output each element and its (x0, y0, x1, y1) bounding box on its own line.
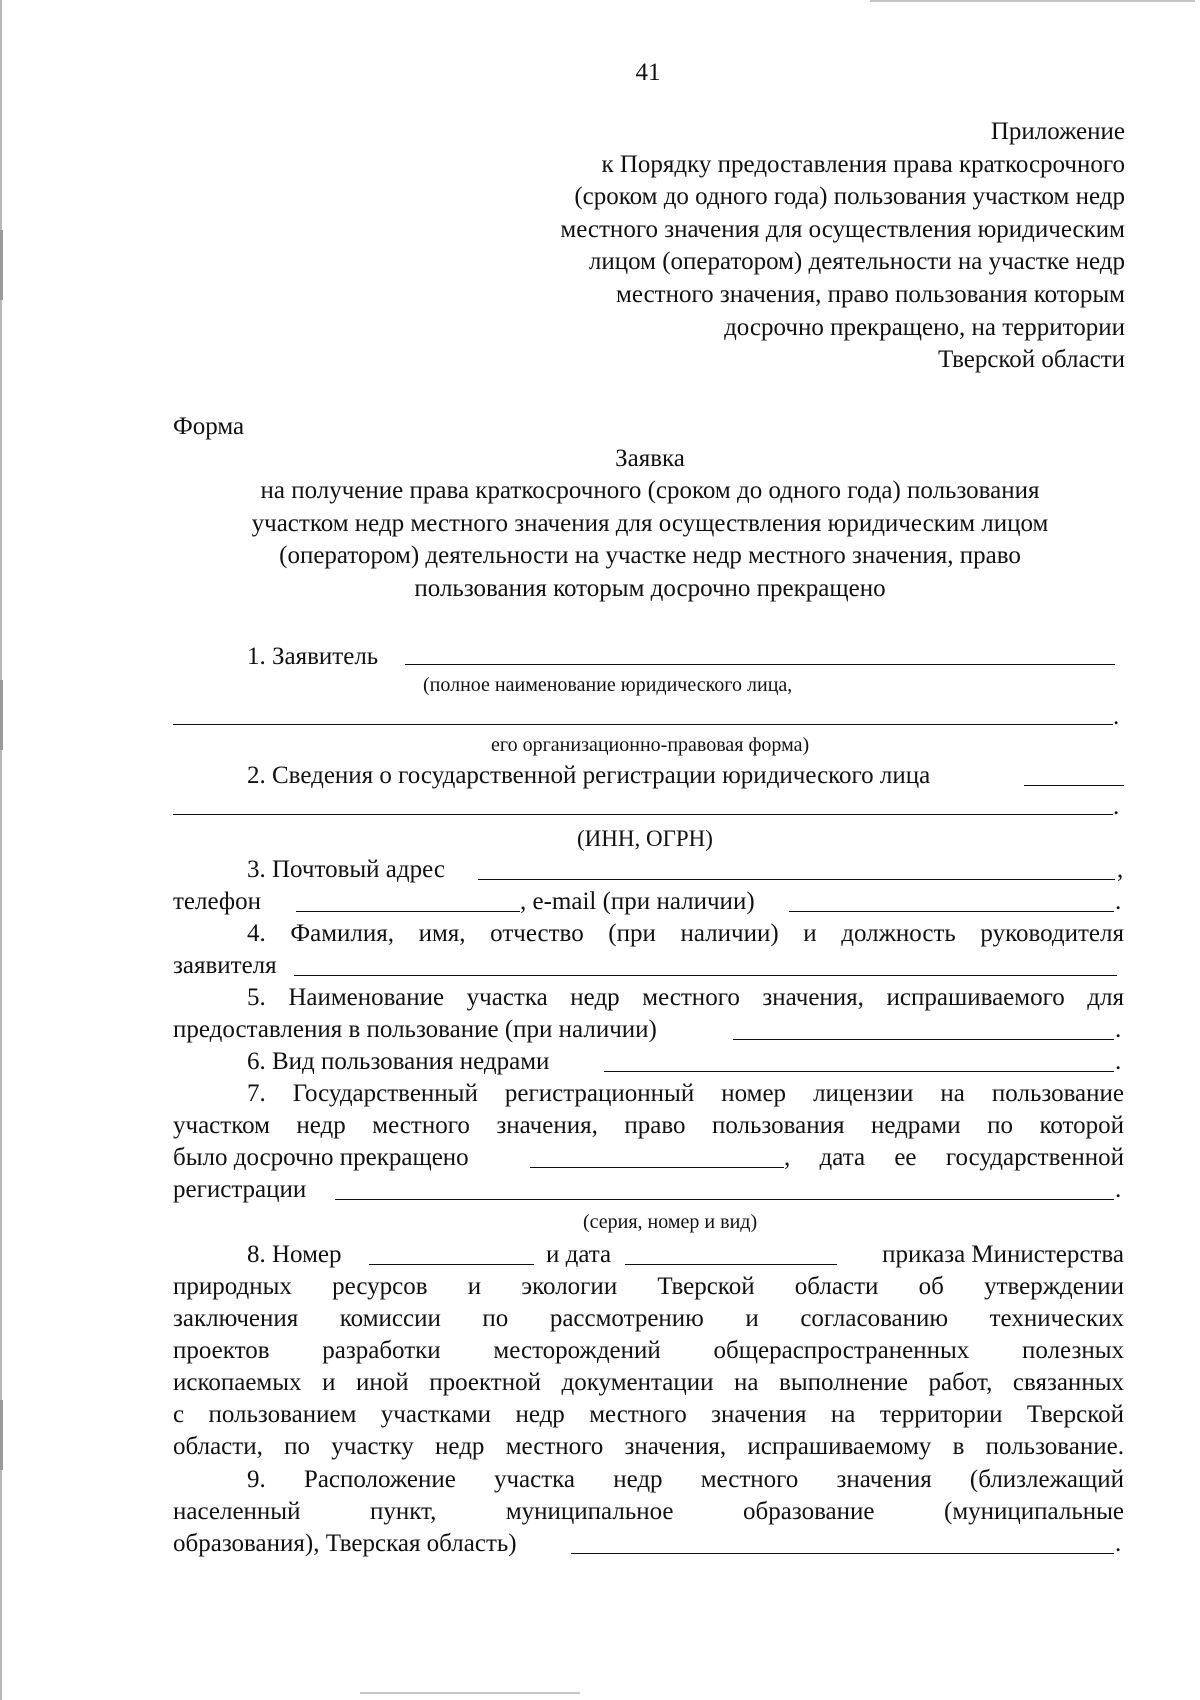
license-line-2: участком недр местного значения, право пользования недрами по которой (173, 1112, 1124, 1139)
address-comma: , (1117, 856, 1124, 883)
order-ministry-label: приказа Министерства (882, 1241, 1124, 1268)
title-line: (оператором) деятельности на участке недр местного значения, право (279, 542, 1021, 570)
address-field[interactable] (478, 879, 1115, 880)
appendix-line: досрочно прекращено, на территории (724, 313, 1125, 341)
location-line-3: образования), Тверская область) (173, 1530, 517, 1557)
license-number-field[interactable] (530, 1167, 784, 1168)
order-date-field[interactable] (625, 1264, 837, 1265)
site-name-field[interactable] (733, 1039, 1114, 1040)
registration-end-dot: . (1113, 793, 1120, 820)
scan-bottom-edge (360, 1692, 580, 1694)
order-line: заключения комиссии по рассмотрению и согласованию технических (173, 1305, 1124, 1332)
site-name-line-2: предоставления в пользование (при наличии) (173, 1016, 657, 1043)
license-registration-label: регистрации (173, 1176, 307, 1203)
registration-label: 2. Сведения о государственной регистрации юридического лица (247, 762, 931, 789)
scan-top-edge (870, 0, 1195, 2)
appendix-line: к Порядку предоставления права краткосрочного (601, 150, 1125, 178)
email-end-dot: . (1115, 888, 1122, 915)
address-label: 3. Почтовый адрес (247, 856, 445, 883)
director-field[interactable] (294, 975, 1117, 976)
appendix-line: местного значения, право пользования которым (616, 280, 1125, 308)
location-end-dot: . (1115, 1530, 1122, 1557)
license-date-label: , дата ее государственной (784, 1144, 1124, 1171)
site-name-end-dot: . (1115, 1016, 1122, 1043)
title-heading: Заявка (615, 445, 685, 472)
director-line-2: заявителя (173, 952, 277, 979)
form-label: Форма (173, 413, 245, 440)
usage-type-field[interactable] (604, 1071, 1114, 1072)
applicant-note: (полное наименование юридического лица, (423, 674, 793, 696)
order-date-label: и дата (546, 1241, 612, 1268)
document-title (173, 443, 1127, 605)
site-name-line: 5. Наименование участка недр местного значения, испрашиваемого для (247, 984, 1124, 1011)
order-line: с пользованием участками недр местного значения на территории Тверской (173, 1401, 1124, 1428)
title-line: на получение права краткосрочного (сроком до одного года) пользования (260, 477, 1040, 505)
license-registration-field[interactable] (335, 1199, 1114, 1200)
license-note: (серия, номер и вид) (583, 1211, 758, 1233)
order-line: природных ресурсов и экологии Тверской области об утверждении (173, 1273, 1124, 1300)
license-line-3: было досрочно прекращено (173, 1144, 469, 1171)
order-line: области, по участку недр местного значения, испрашиваемому в пользование. (173, 1433, 1124, 1460)
applicant-end-dot: . (1113, 703, 1120, 730)
phone-label: телефон (173, 888, 261, 915)
appendix-line: лицом (оператором) деятельности на участке недр (588, 248, 1125, 276)
scan-left-mark (0, 230, 3, 300)
appendix-header (560, 116, 1125, 377)
scan-left-mark (0, 1400, 3, 1470)
order-number-label: 8. Номер (247, 1241, 342, 1268)
phone-field[interactable] (296, 911, 520, 912)
scan-left-mark (0, 680, 3, 750)
order-line: ископаемых и иной проектной документации на выполнение работ, связанных (173, 1369, 1124, 1396)
page-number: 41 (635, 59, 661, 86)
order-line: проектов разработки месторождений общераспространенных полезных (173, 1337, 1124, 1364)
usage-type-end-dot: . (1115, 1048, 1122, 1075)
appendix-line: Приложение (990, 118, 1125, 145)
location-line-2: населенный пункт, муниципальное образование (муниципальные (173, 1498, 1124, 1525)
director-line: 4. Фамилия, имя, отчество (при наличии) и должность руководителя (247, 920, 1124, 947)
license-line: 7. Государственный регистрационный номер лицензии на пользование (247, 1080, 1124, 1107)
location-field[interactable] (571, 1553, 1114, 1554)
applicant-field-2[interactable] (173, 724, 1113, 725)
appendix-line: местного значения для осуществления юридическим (560, 215, 1125, 243)
applicant-label: 1. Заявитель (247, 643, 379, 670)
applicant-note: его организационно-правовая форма) (491, 734, 810, 756)
license-end-dot: . (1115, 1176, 1122, 1203)
usage-type-label: 6. Вид пользования недрами (247, 1048, 550, 1075)
applicant-field[interactable] (405, 664, 1115, 665)
appendix-line: (сроком до одного года) пользования участком недр (574, 183, 1125, 211)
registration-field-2[interactable] (173, 814, 1113, 815)
appendix-line: Тверской области (938, 346, 1125, 374)
title-line: пользования которым досрочно прекращено (414, 574, 886, 602)
registration-note: (ИНН, ОГРН) (577, 826, 713, 851)
email-label: , e-mail (при наличии) (520, 888, 755, 915)
title-line: участком недр местного значения для осуществления юридическим лицом (251, 509, 1049, 537)
order-number-field[interactable] (369, 1264, 534, 1265)
email-field[interactable] (789, 911, 1114, 912)
registration-field[interactable] (1024, 785, 1124, 786)
location-line: 9. Расположение участка недр местного значения (близлежащий (247, 1466, 1124, 1493)
